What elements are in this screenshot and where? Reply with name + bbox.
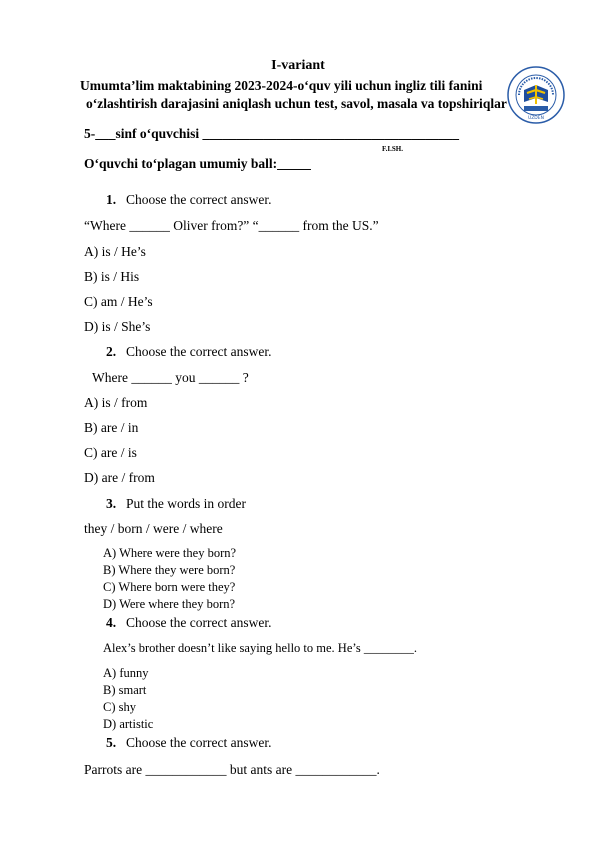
question-4-option-a[interactable]: A) funny bbox=[103, 666, 149, 680]
question-3-option-b[interactable]: B) Where they were born? bbox=[103, 563, 236, 577]
question-number: 1. bbox=[106, 192, 117, 207]
fish-label: F.I.SH. bbox=[382, 145, 403, 153]
question-number: 4. bbox=[106, 615, 117, 630]
variant-title: I-variant bbox=[271, 58, 325, 73]
question-2-prompt: Where ______ you ______ ? bbox=[92, 370, 249, 385]
question-1-option-c[interactable]: C) am / He’s bbox=[84, 294, 153, 309]
header-line-1: Umumta’lim maktabining 2023-2024-o‘quv yili uchun ingliz tili fanini bbox=[80, 78, 483, 93]
question-4-instruction: 4. Choose the correct answer. bbox=[106, 615, 272, 630]
question-4-option-b[interactable]: B) smart bbox=[103, 683, 147, 697]
question-2-option-d[interactable]: D) are / from bbox=[84, 470, 155, 485]
question-1-prompt: “Where ______ Oliver from?” “______ from the US.” bbox=[84, 218, 379, 233]
question-2-option-a[interactable]: A) is / from bbox=[84, 395, 148, 410]
question-number: 3. bbox=[106, 496, 117, 511]
question-number: 5. bbox=[106, 735, 117, 750]
question-1-option-a[interactable]: A) is / He’s bbox=[84, 244, 146, 259]
question-2-option-c[interactable]: C) are / is bbox=[84, 445, 137, 460]
question-1-option-b[interactable]: B) is / His bbox=[84, 269, 140, 284]
question-2-option-b[interactable]: B) are / in bbox=[84, 420, 139, 435]
question-number: 2. bbox=[106, 344, 117, 359]
header-line-2: o‘zlashtirish darajasini aniqlash uchun test, savol, masala va topshiriqlar bbox=[86, 96, 507, 111]
question-4-prompt: Alex’s brother doesn’t like saying hello to me. He’s ________. bbox=[103, 641, 417, 655]
question-3-prompt: they / born / were / where bbox=[84, 521, 223, 536]
logo-bottom-text: UZDEN bbox=[528, 116, 544, 121]
question-3-option-c[interactable]: C) Where born were they? bbox=[103, 580, 236, 594]
question-3-option-a[interactable]: A) Where were they born? bbox=[103, 546, 237, 560]
question-4-option-c[interactable]: C) shy bbox=[103, 700, 136, 714]
question-3-option-d[interactable]: D) Were where they born? bbox=[103, 597, 236, 611]
question-1-option-d[interactable]: D) is / She’s bbox=[84, 319, 151, 334]
question-5-prompt: Parrots are ____________ but ants are ____________. bbox=[84, 762, 380, 777]
score-line: O‘quvchi to‘plagan umumiy ball:_____ bbox=[84, 156, 311, 171]
question-3-instruction: 3. Put the words in order bbox=[106, 496, 246, 511]
question-2-instruction: 2. Choose the correct answer. bbox=[106, 344, 272, 359]
question-4-option-d[interactable]: D) artistic bbox=[103, 717, 154, 731]
school-emblem-icon bbox=[507, 66, 565, 124]
question-5-instruction: 5. Choose the correct answer. bbox=[106, 735, 272, 750]
grade-student-line: 5-___sinf o‘quvchisi ______________________________________ bbox=[84, 126, 460, 141]
question-1-instruction: 1. Choose the correct answer. bbox=[106, 192, 272, 207]
